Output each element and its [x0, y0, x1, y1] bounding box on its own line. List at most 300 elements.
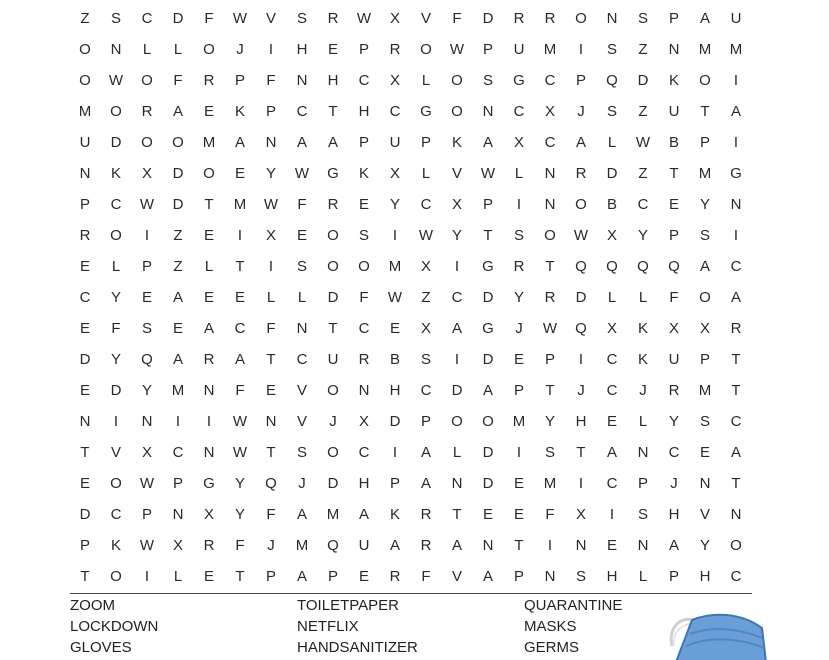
- grid-row: [0, 475, 829, 506]
- grid-letter: L: [421, 165, 431, 182]
- grid-letter: L: [607, 134, 617, 151]
- grid-letter: T: [328, 103, 338, 120]
- grid-letter: O: [327, 444, 339, 461]
- grid-letter: U: [730, 10, 742, 27]
- grid-letter: E: [79, 258, 90, 275]
- grid-letter: D: [389, 413, 401, 430]
- grid-letter: C: [79, 289, 91, 306]
- grid-letter: C: [358, 320, 370, 337]
- grid-letter: F: [452, 10, 462, 27]
- grid-letter: R: [203, 72, 215, 89]
- grid-letter: T: [80, 444, 90, 461]
- grid-letter: D: [327, 289, 339, 306]
- grid-letter: E: [513, 351, 524, 368]
- grid-letter: E: [296, 227, 307, 244]
- grid-letter: Y: [513, 289, 524, 306]
- grid-letter: S: [358, 227, 369, 244]
- grid-letter: M: [543, 41, 557, 58]
- grid-letter: P: [358, 134, 369, 151]
- grid-letter: O: [451, 413, 463, 430]
- grid-letter: O: [420, 41, 432, 58]
- grid-letter: X: [699, 320, 710, 337]
- word-handsanitizer: HANDSANITIZER: [297, 639, 418, 656]
- grid-letter: X: [141, 165, 152, 182]
- grid-letter: N: [730, 196, 742, 213]
- grid-letter: P: [141, 258, 152, 275]
- grid-letter: T: [669, 165, 679, 182]
- grid-letter: A: [451, 537, 462, 554]
- word-gloves: GLOVES: [70, 639, 132, 656]
- grid-letter: P: [575, 72, 586, 89]
- grid-letter: Z: [173, 258, 183, 275]
- grid-letter: I: [175, 413, 181, 430]
- grid-letter: I: [516, 444, 522, 461]
- grid-letter: I: [733, 134, 739, 151]
- grid-row: [0, 227, 829, 258]
- grid-letter: N: [265, 413, 277, 430]
- grid-letter: T: [266, 351, 276, 368]
- grid-letter: O: [110, 568, 122, 585]
- grid-row: [0, 382, 829, 413]
- grid-letter: K: [637, 320, 648, 337]
- grid-letter: A: [606, 444, 617, 461]
- grid-letter: O: [544, 227, 556, 244]
- grid-letter: A: [234, 134, 245, 151]
- grid-letter: A: [482, 382, 493, 399]
- grid-row: [0, 506, 829, 537]
- grid-letter: X: [172, 537, 183, 554]
- grid-letter: S: [606, 41, 617, 58]
- grid-row: [0, 134, 829, 165]
- grid-letter: O: [451, 72, 463, 89]
- grid-letter: S: [420, 351, 431, 368]
- grid-letter: T: [483, 227, 493, 244]
- grid-letter: V: [110, 444, 121, 461]
- grid-letter: T: [80, 568, 90, 585]
- grid-letter: U: [513, 41, 525, 58]
- grid-letter: H: [296, 41, 308, 58]
- grid-letter: X: [389, 10, 400, 27]
- word-zoom: ZOOM: [70, 597, 115, 614]
- grid-letter: T: [545, 382, 555, 399]
- grid-letter: O: [327, 258, 339, 275]
- grid-row: [0, 320, 829, 351]
- grid-letter: A: [730, 289, 741, 306]
- grid-letter: E: [234, 165, 245, 182]
- grid-letter: C: [389, 103, 401, 120]
- grid-letter: D: [606, 165, 618, 182]
- grid-letter: C: [141, 10, 153, 27]
- grid-letter: O: [358, 258, 370, 275]
- grid-letter: Y: [141, 382, 152, 399]
- grid-letter: C: [296, 103, 308, 120]
- grid-letter: F: [297, 196, 307, 213]
- grid-letter: K: [358, 165, 369, 182]
- grid-letter: A: [482, 568, 493, 585]
- grid-letter: P: [482, 41, 493, 58]
- grid-letter: F: [111, 320, 121, 337]
- grid-letter: E: [265, 382, 276, 399]
- grid-letter: D: [482, 289, 494, 306]
- grid-letter: A: [358, 506, 369, 523]
- grid-letter: G: [327, 165, 339, 182]
- grid-letter: O: [141, 72, 153, 89]
- grid-letter: K: [451, 134, 462, 151]
- grid-letter: O: [203, 165, 215, 182]
- grid-letter: O: [699, 289, 711, 306]
- grid-letter: N: [203, 382, 215, 399]
- grid-letter: E: [203, 103, 214, 120]
- grid-letter: Z: [173, 227, 183, 244]
- grid-letter: Q: [606, 72, 618, 89]
- grid-letter: U: [327, 351, 339, 368]
- grid-letter: S: [513, 227, 524, 244]
- grid-letter: M: [78, 103, 92, 120]
- grid-letter: O: [482, 413, 494, 430]
- grid-letter: T: [545, 258, 555, 275]
- grid-letter: B: [668, 134, 679, 151]
- grid-letter: A: [203, 320, 214, 337]
- grid-letter: I: [392, 227, 398, 244]
- grid-letter: P: [358, 41, 369, 58]
- grid-letter: Q: [327, 537, 339, 554]
- grid-letter: E: [79, 475, 90, 492]
- grid-letter: O: [730, 537, 742, 554]
- grid-letter: Q: [575, 320, 587, 337]
- grid-letter: C: [668, 444, 680, 461]
- grid-letter: Y: [699, 537, 710, 554]
- grid-letter: C: [606, 382, 618, 399]
- grid-letter: C: [606, 475, 618, 492]
- grid-letter: P: [699, 134, 710, 151]
- grid-letter: D: [482, 10, 494, 27]
- grid-letter: H: [668, 506, 680, 523]
- grid-letter: D: [482, 475, 494, 492]
- grid-letter: P: [265, 103, 276, 120]
- grid-letter: C: [606, 351, 618, 368]
- grid-letter: T: [576, 444, 586, 461]
- grid-row: [0, 289, 829, 320]
- grid-letter: E: [79, 382, 90, 399]
- grid-letter: E: [141, 289, 152, 306]
- grid-letter: Q: [668, 258, 680, 275]
- grid-letter: J: [515, 320, 523, 337]
- grid-letter: N: [544, 196, 556, 213]
- grid-letter: E: [482, 506, 493, 523]
- grid-letter: L: [297, 289, 307, 306]
- grid-row: [0, 537, 829, 568]
- grid-letter: P: [141, 506, 152, 523]
- grid-letter: U: [668, 103, 680, 120]
- grid-letter: C: [234, 320, 246, 337]
- grid-letter: U: [668, 351, 680, 368]
- grid-letter: L: [204, 258, 214, 275]
- grid-letter: C: [358, 444, 370, 461]
- grid-letter: R: [327, 10, 339, 27]
- grid-letter: A: [296, 506, 307, 523]
- grid-letter: B: [389, 351, 400, 368]
- grid-letter: Z: [638, 41, 648, 58]
- grid-letter: P: [420, 134, 431, 151]
- word-lockdown: LOCKDOWN: [70, 618, 159, 635]
- grid-letter: F: [266, 506, 276, 523]
- grid-letter: J: [639, 382, 647, 399]
- grid-letter: G: [482, 258, 494, 275]
- grid-row: [0, 413, 829, 444]
- grid-letter: C: [420, 382, 432, 399]
- face-mask-icon: [662, 606, 772, 660]
- grid-letter: Y: [265, 165, 276, 182]
- grid-letter: W: [387, 289, 403, 306]
- grid-letter: X: [668, 320, 679, 337]
- grid-letter: D: [110, 382, 122, 399]
- grid-letter: L: [638, 289, 648, 306]
- grid-letter: F: [421, 568, 431, 585]
- grid-letter: N: [637, 537, 649, 554]
- grid-letter: V: [296, 413, 307, 430]
- grid-letter: L: [142, 41, 152, 58]
- grid-letter: E: [513, 475, 524, 492]
- grid-letter: S: [482, 72, 493, 89]
- grid-letter: I: [578, 475, 584, 492]
- grid-letter: K: [110, 165, 121, 182]
- grid-letter: I: [516, 196, 522, 213]
- grid-letter: T: [235, 568, 245, 585]
- grid-letter: D: [482, 444, 494, 461]
- grid-letter: D: [575, 289, 587, 306]
- grid-letter: J: [577, 382, 585, 399]
- grid-letter: E: [358, 568, 369, 585]
- grid-letter: G: [420, 103, 432, 120]
- grid-row: [0, 351, 829, 382]
- grid-letter: L: [173, 41, 183, 58]
- grid-letter: W: [356, 10, 372, 27]
- grid-letter: I: [547, 537, 553, 554]
- grid-letter: N: [575, 537, 587, 554]
- grid-letter: A: [730, 444, 741, 461]
- grid-letter: M: [326, 506, 340, 523]
- grid-letter: N: [637, 444, 649, 461]
- grid-letter: H: [606, 568, 618, 585]
- grid-letter: O: [575, 196, 587, 213]
- grid-letter: N: [79, 413, 91, 430]
- grid-letter: O: [110, 227, 122, 244]
- grid-letter: N: [699, 475, 711, 492]
- grid-letter: K: [110, 537, 121, 554]
- grid-letter: C: [110, 506, 122, 523]
- grid-letter: R: [203, 537, 215, 554]
- grid-letter: E: [203, 227, 214, 244]
- grid-letter: N: [265, 134, 277, 151]
- grid-letter: O: [451, 103, 463, 120]
- grid-letter: V: [451, 165, 462, 182]
- grid-letter: S: [575, 568, 586, 585]
- grid-letter: U: [79, 134, 91, 151]
- grid-letter: I: [268, 41, 274, 58]
- grid-letter: R: [513, 10, 525, 27]
- grid-letter: I: [392, 444, 398, 461]
- grid-letter: N: [203, 444, 215, 461]
- grid-letter: W: [635, 134, 651, 151]
- grid-letter: P: [637, 475, 648, 492]
- grid-row: [0, 196, 829, 227]
- grid-letter: J: [329, 413, 337, 430]
- grid-letter: R: [575, 165, 587, 182]
- grid-letter: X: [606, 320, 617, 337]
- grid-letter: L: [421, 72, 431, 89]
- grid-letter: Y: [110, 289, 121, 306]
- grid-letter: M: [698, 165, 712, 182]
- grid-letter: P: [420, 413, 431, 430]
- grid-letter: W: [294, 165, 310, 182]
- grid-letter: C: [451, 289, 463, 306]
- grid-letter: K: [234, 103, 245, 120]
- grid-letter: S: [296, 258, 307, 275]
- grid-letter: A: [296, 568, 307, 585]
- grid-letter: W: [139, 475, 155, 492]
- grid-letter: X: [265, 227, 276, 244]
- grid-letter: M: [698, 382, 712, 399]
- grid-letter: N: [482, 103, 494, 120]
- grid-letter: N: [668, 41, 680, 58]
- grid-letter: Y: [451, 227, 462, 244]
- grid-letter: E: [234, 289, 245, 306]
- grid-letter: F: [266, 72, 276, 89]
- grid-letter: A: [172, 351, 183, 368]
- grid-letter: Q: [575, 258, 587, 275]
- grid-letter: J: [236, 41, 244, 58]
- grid-letter: F: [359, 289, 369, 306]
- grid-letter: H: [327, 72, 339, 89]
- grid-letter: J: [577, 103, 585, 120]
- grid-letter: W: [139, 537, 155, 554]
- grid-letter: P: [513, 568, 524, 585]
- grid-letter: D: [172, 165, 184, 182]
- grid-row: [0, 72, 829, 103]
- grid-letter: F: [235, 537, 245, 554]
- grid-letter: R: [389, 568, 401, 585]
- grid-letter: P: [482, 196, 493, 213]
- grid-letter: E: [358, 196, 369, 213]
- grid-letter: X: [513, 134, 524, 151]
- grid-letter: I: [733, 227, 739, 244]
- grid-letter: A: [420, 444, 431, 461]
- grid-letter: G: [730, 165, 742, 182]
- grid-row: [0, 444, 829, 475]
- grid-letter: I: [268, 258, 274, 275]
- grid-letter: D: [482, 351, 494, 368]
- grid-letter: O: [141, 134, 153, 151]
- grid-letter: G: [513, 72, 525, 89]
- grid-letter: P: [389, 475, 400, 492]
- grid-letter: V: [296, 382, 307, 399]
- grid-letter: N: [79, 165, 91, 182]
- grid-letter: N: [296, 72, 308, 89]
- grid-row: [0, 165, 829, 196]
- grid-letter: C: [730, 413, 742, 430]
- grid-letter: A: [699, 10, 710, 27]
- grid-letter: P: [327, 568, 338, 585]
- word-masks: MASKS: [524, 618, 577, 635]
- grid-letter: P: [668, 10, 679, 27]
- grid-letter: M: [233, 196, 247, 213]
- grid-letter: D: [451, 382, 463, 399]
- grid-letter: F: [669, 289, 679, 306]
- grid-letter: Y: [234, 506, 245, 523]
- grid-letter: O: [699, 72, 711, 89]
- grid-letter: K: [668, 72, 679, 89]
- grid-letter: N: [141, 413, 153, 430]
- grid-letter: W: [480, 165, 496, 182]
- grid-letter: Q: [606, 258, 618, 275]
- grid-letter: I: [144, 568, 150, 585]
- grid-letter: N: [544, 165, 556, 182]
- grid-letter: I: [578, 41, 584, 58]
- grid-letter: E: [327, 41, 338, 58]
- grid-letter: E: [172, 320, 183, 337]
- grid-letter: E: [513, 506, 524, 523]
- grid-letter: D: [637, 72, 649, 89]
- grid-letter: A: [420, 475, 431, 492]
- grid-letter: R: [668, 382, 680, 399]
- grid-letter: E: [606, 537, 617, 554]
- grid-row: [0, 41, 829, 72]
- word-toiletpaper: TOILETPAPER: [297, 597, 399, 614]
- grid-letter: S: [637, 506, 648, 523]
- grid-letter: Y: [544, 413, 555, 430]
- grid-letter: S: [699, 413, 710, 430]
- grid-letter: F: [266, 320, 276, 337]
- grid-letter: P: [172, 475, 183, 492]
- grid-letter: A: [575, 134, 586, 151]
- grid-letter: E: [79, 320, 90, 337]
- grid-letter: I: [113, 413, 119, 430]
- grid-letter: X: [358, 413, 369, 430]
- grid-letter: R: [730, 320, 742, 337]
- grid-row: [0, 103, 829, 134]
- grid-letter: K: [637, 351, 648, 368]
- grid-letter: X: [389, 165, 400, 182]
- grid-letter: T: [328, 320, 338, 337]
- grid-letter: T: [514, 537, 524, 554]
- grid-letter: F: [235, 382, 245, 399]
- grid-letter: Z: [80, 10, 90, 27]
- grid-letter: N: [730, 506, 742, 523]
- grid-letter: C: [513, 103, 525, 120]
- word-quarantine: QUARANTINE: [524, 597, 623, 614]
- word-germs: GERMS: [524, 639, 580, 656]
- grid-letter: F: [545, 506, 555, 523]
- word-netflix: NETFLIX: [297, 618, 359, 635]
- grid-letter: O: [327, 227, 339, 244]
- grid-letter: C: [172, 444, 184, 461]
- grid-letter: X: [575, 506, 586, 523]
- grid-letter: W: [232, 10, 248, 27]
- grid-letter: M: [295, 537, 309, 554]
- grid-letter: M: [729, 41, 743, 58]
- grid-letter: Q: [141, 351, 153, 368]
- grid-letter: N: [482, 537, 494, 554]
- grid-letter: O: [203, 41, 215, 58]
- grid-letter: I: [144, 227, 150, 244]
- grid-letter: M: [202, 134, 216, 151]
- grid-letter: W: [263, 196, 279, 213]
- grid-letter: R: [420, 506, 432, 523]
- grid-row: [0, 258, 829, 289]
- grid-letter: S: [606, 103, 617, 120]
- grid-letter: P: [544, 351, 555, 368]
- grid-letter: R: [420, 537, 432, 554]
